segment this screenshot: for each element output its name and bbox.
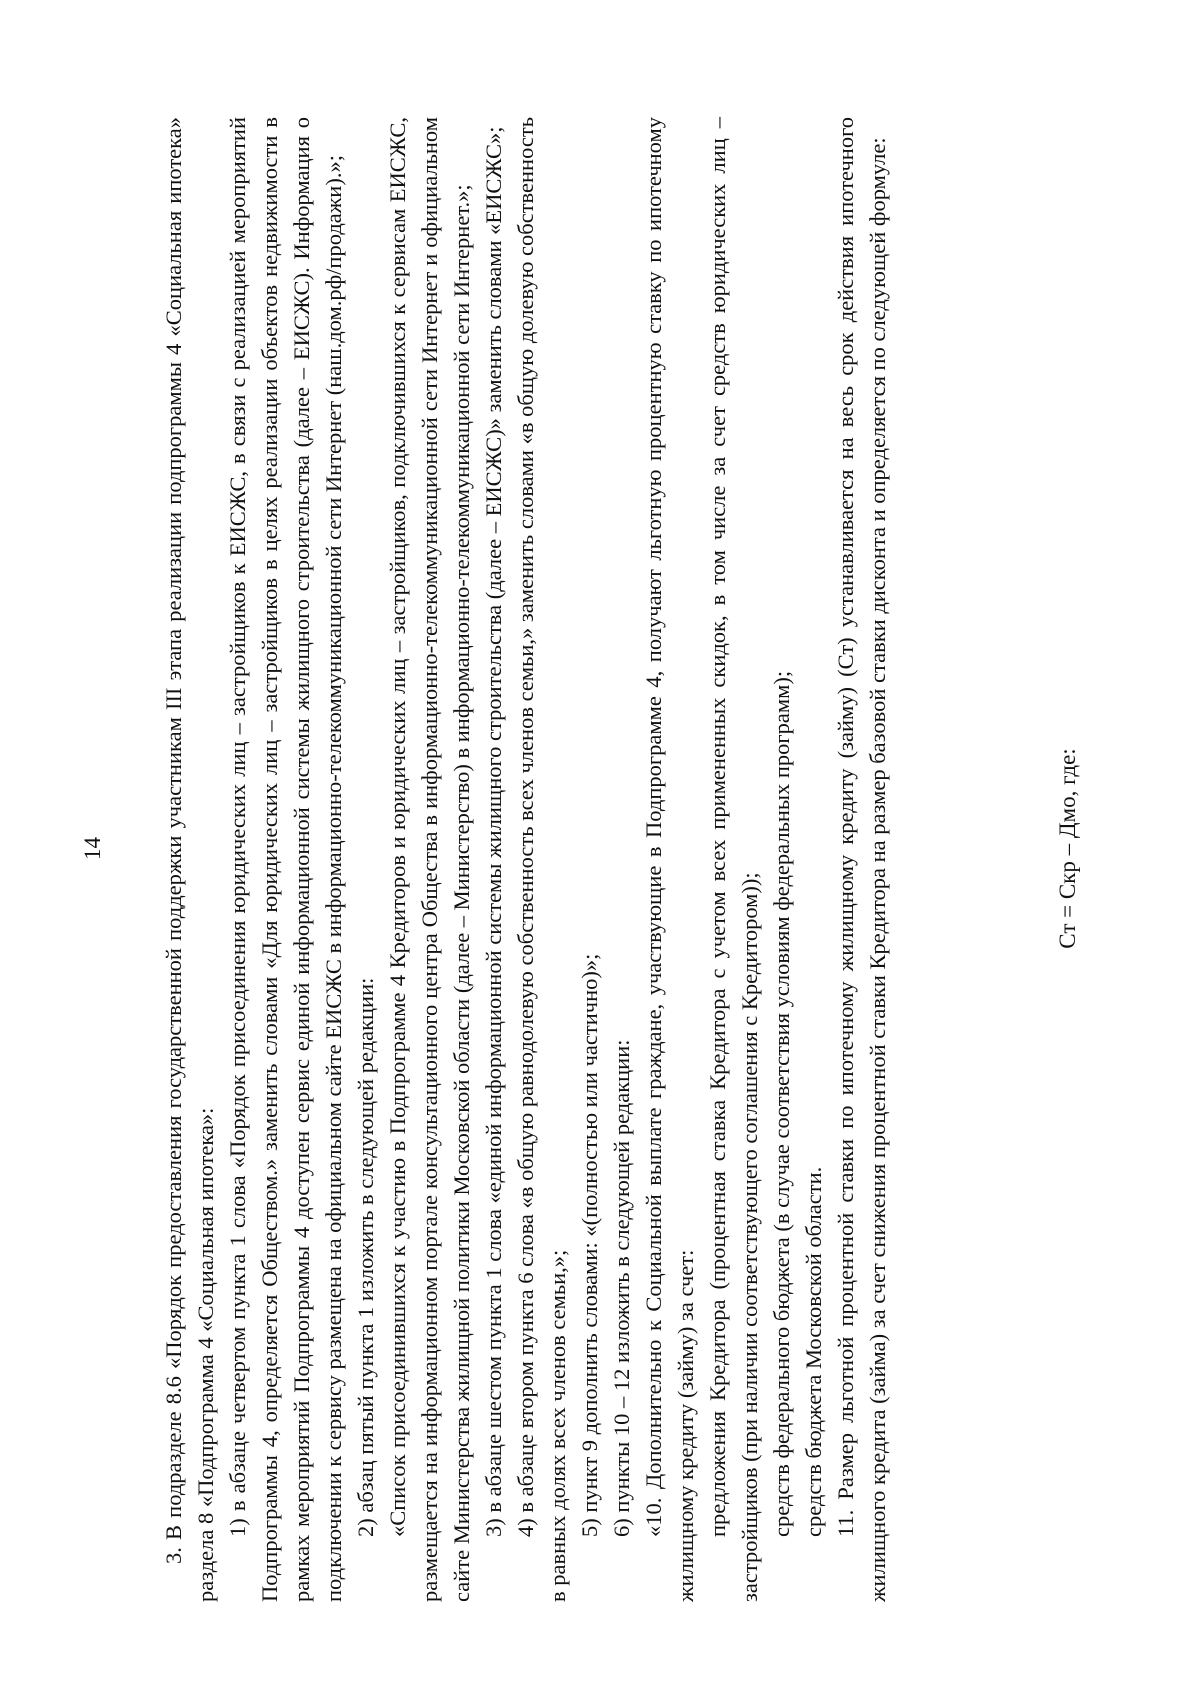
paragraph-creditor-offer: предложения Кредитора (процентная ставка Кредитора с учетом всех примененных скидок, в том числе за счет средств юридических лиц – застройщиков (при наличии соответствующего соглашения с Кредитором)); bbox=[705, 117, 762, 1602]
paragraph-section-3: 3. В подразделе 8.6 «Порядок предоставления государственной поддержки участникам III этапа реализации подпрограммы 4 «Социальная ипотека» раздела 8 «Подпрограмма 4 «Социальная ипотека»: bbox=[161, 117, 218, 1602]
document-body bbox=[158, 117, 894, 1602]
rate-formula: Ст = Скр – Дмо, где: bbox=[1055, 748, 1080, 949]
paragraph-quote-list: «Список присоединившихся к участию в Подпрограмме 4 Кредиторов и юридических лиц – застройщиков, подключившихся к сервисам ЕИСЖС, размещается на информационном портале консультационного центра Общества в информационно-телекоммуникационной сети Интернет и официальном сайте Министерства жилищной политики Московской области (далее – Министерство) в информационно-телекоммуникационной сети Интернет.»; bbox=[385, 117, 474, 1602]
paragraph-item-5: 5) пункт 9 дополнить словами: «(полностью или частично)»; bbox=[577, 953, 602, 1537]
paragraph-item-2: 2) абзац пятый пункта 1 изложить в следующей редакции: bbox=[353, 977, 378, 1537]
paragraph-item-3: 3) в абзаце шестом пункта 1 слова «единой информационной системы жилищного строительства (далее – ЕИСЖС)» заменить словами «ЕИСЖС»; bbox=[481, 126, 506, 1537]
paragraph-point-10: «10. Дополнительно к Социальной выплате граждане, участвующие в Подпрограмме 4, получают льготную процентную ставку по ипотечному жилищному кредиту (займу) за счет: bbox=[641, 117, 698, 1602]
paragraph-federal-budget: средств федерального бюджета (в случае соответствия условиям федеральных программ); bbox=[769, 670, 794, 1537]
paragraph-item-6: 6) пункты 10 – 12 изложить в следующей редакции: bbox=[609, 1039, 634, 1537]
page-number: 14 bbox=[80, 837, 105, 860]
paragraph-point-11: 11. Размер льготной процентной ставки по ипотечному жилищному кредиту (займу) (Ст) устанавливается на весь срок действия ипотечного жилищного кредита (займа) за счет снижения процентной ставки Кредитора на размер базовой ставки дисконта и определяется по следующей формуле: bbox=[833, 117, 890, 1602]
paragraph-regional-budget: средств бюджета Московской области. bbox=[801, 1166, 826, 1537]
paragraph-item-4: 4) в абзаце втором пункта 6 слова «в общую равнодолевую собственность всех членов семьи,» заменить словами «в общую долевую собственность в равных долях всех членов семьи,»; bbox=[513, 117, 570, 1602]
paragraph-item-1: 1) в абзаце четвертом пункта 1 слова «Порядок присоединения юридических лиц – застройщиков к ЕИСЖС, в связи с реализацией мероприятий Подпрограммы 4, определяется Обществом.» заменить словами «Для юридических лиц – застройщиков в целях реализации объектов недвижимости в рамках мероприятий Подпрограммы 4 доступен сервис единой информационной системы жилищного строительства (далее – ЕИСЖС). Информация о подключении к сервису размещена на официальном сайте ЕИСЖС в информационно-телекоммуникационной сети Интернет (наш.дом.рф/продажи).»; bbox=[225, 117, 346, 1602]
